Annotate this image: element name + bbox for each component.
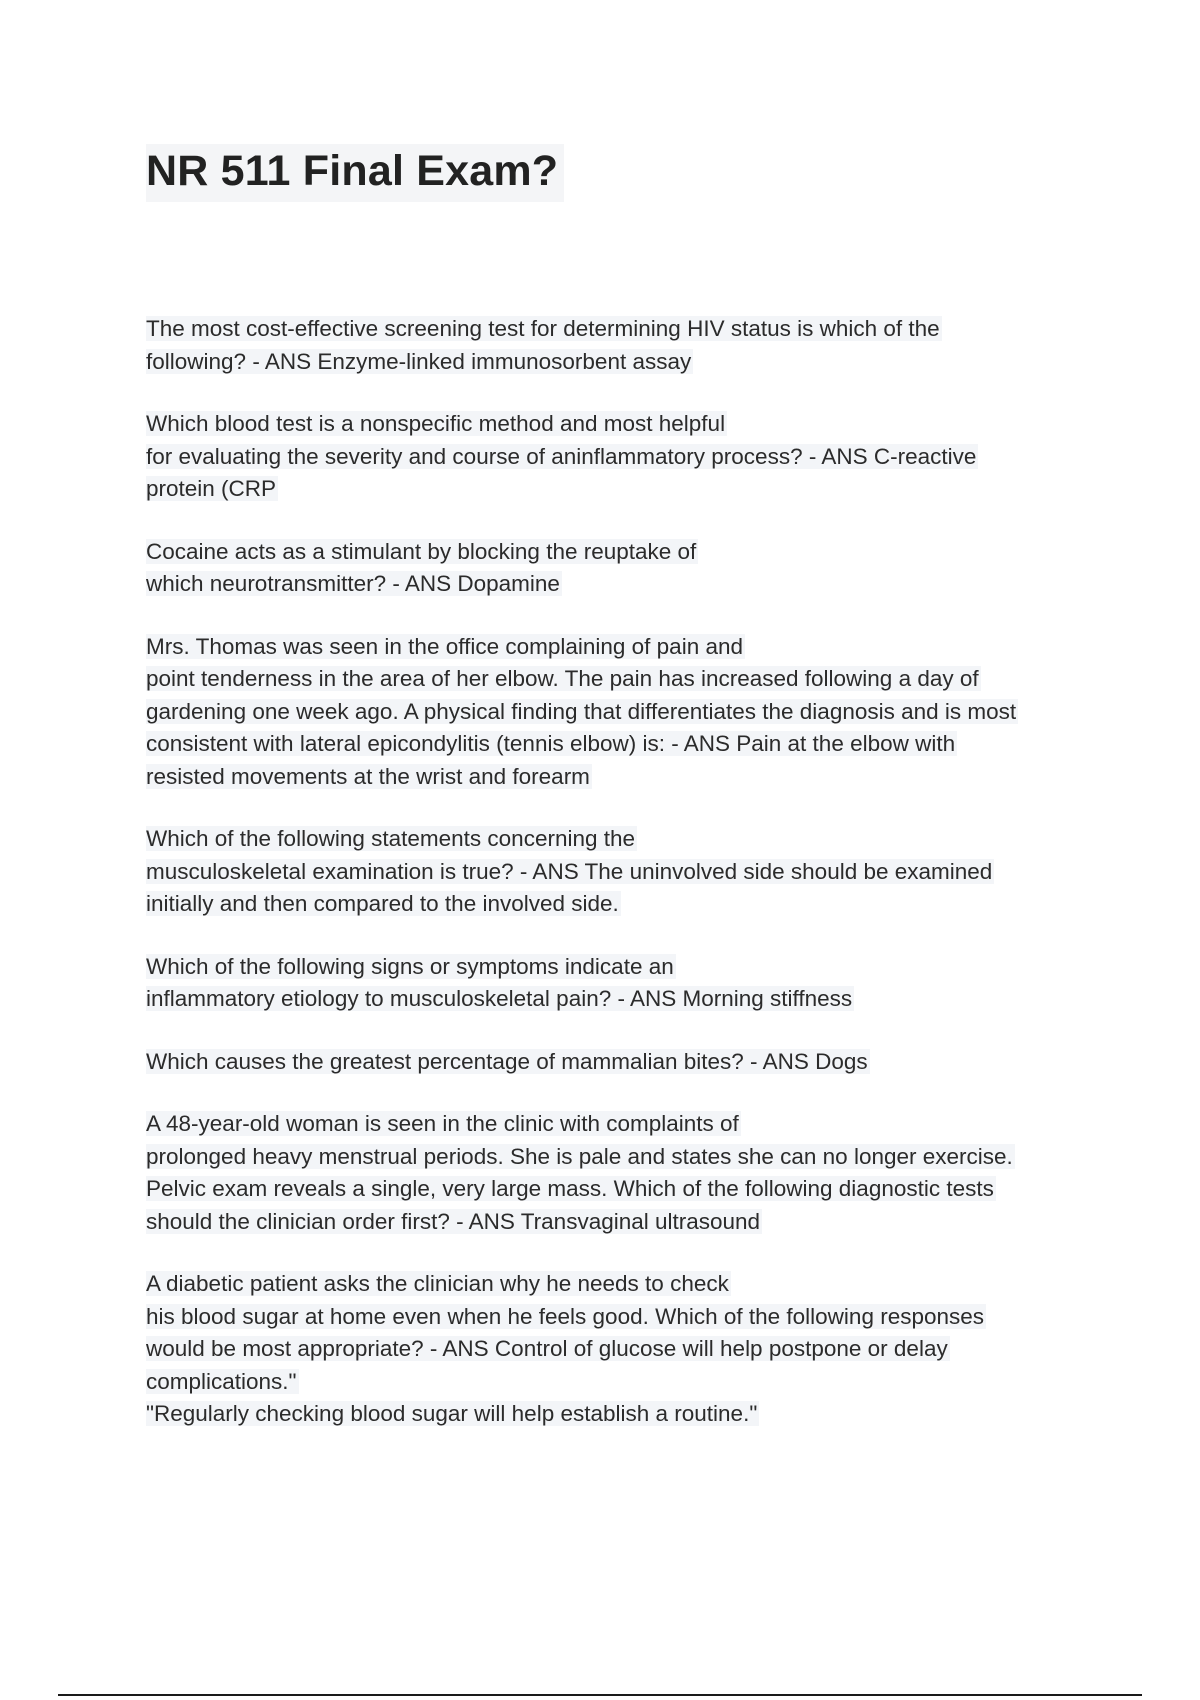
qa-item <box>146 1268 1086 1431</box>
qa-text-line: Which of the following statements concerning the <box>146 826 636 851</box>
qa-text-line: for evaluating the severity and course of aninflammatory process? - ANS C-reactive <box>146 443 977 469</box>
page-title: NR 511 Final Exam? <box>146 144 564 202</box>
qa-text-line: The most cost-effective screening test for determining HIV status is which of the <box>146 316 940 341</box>
qa-text-line: "Regularly checking blood sugar will help establish a routine." <box>146 1401 758 1426</box>
qa-item <box>146 536 1086 601</box>
qa-text-line: complications." <box>146 1368 297 1394</box>
qa-item <box>146 951 1086 1016</box>
qa-text-line: Mrs. Thomas was seen in the office complaining of pain and <box>146 633 743 659</box>
qa-text-line: prolonged heavy menstrual periods. She is pale and states she can no longer exercise. <box>146 1143 1013 1169</box>
qa-text-line: should the clinician order first? - ANS Transvaginal ultrasound <box>146 1208 761 1234</box>
qa-text-line: musculoskeletal examination is true? - ANS The uninvolved side should be examined <box>146 858 993 884</box>
qa-text-line: Which causes the greatest percentage of mammalian bites? - ANS Dogs <box>146 1048 868 1074</box>
qa-item <box>146 631 1086 794</box>
qa-text-line: would be most appropriate? - ANS Control of glucose will help postpone or delay <box>146 1336 948 1361</box>
qa-text-line: Cocaine acts as a stimulant by blocking the reuptake of <box>146 538 697 564</box>
qa-item <box>146 1046 1086 1079</box>
qa-text-line: his blood sugar at home even when he feels good. Which of the following responses <box>146 1303 985 1329</box>
qa-text-line: Pelvic exam reveals a single, very large mass. Which of the following diagnostic tests <box>146 1176 994 1201</box>
qa-text-line: consistent with lateral epicondylitis (tennis elbow) is: - ANS Pain at the elbow with <box>146 731 956 756</box>
qa-list <box>146 313 1086 1461</box>
qa-item <box>146 408 1086 506</box>
qa-item <box>146 1108 1086 1238</box>
qa-text-line: resisted movements at the wrist and forearm <box>146 763 590 789</box>
qa-text-line: point tenderness in the area of her elbow. The pain has increased following a day of <box>146 666 979 691</box>
qa-text-line: initially and then compared to the involved side. <box>146 891 619 916</box>
qa-item <box>146 823 1086 921</box>
page-bottom-divider <box>58 1694 1142 1696</box>
qa-text-line: which neurotransmitter? - ANS Dopamine <box>146 571 560 596</box>
qa-text-line: A 48-year-old woman is seen in the clinic with complaints of <box>146 1111 739 1136</box>
qa-text-line: inflammatory etiology to musculoskeletal pain? - ANS Morning stiffness <box>146 986 853 1011</box>
qa-text-line: Which blood test is a nonspecific method and most helpful <box>146 411 726 436</box>
qa-text-line: gardening one week ago. A physical finding that differentiates the diagnosis and is most <box>146 698 1017 724</box>
qa-text-line: Which of the following signs or symptoms indicate an <box>146 953 674 979</box>
qa-item <box>146 313 1086 378</box>
qa-text-line: protein (CRP <box>146 476 277 501</box>
qa-text-line: following? - ANS Enzyme-linked immunosorbent assay <box>146 348 692 374</box>
qa-text-line: A diabetic patient asks the clinician why he needs to check <box>146 1271 729 1296</box>
